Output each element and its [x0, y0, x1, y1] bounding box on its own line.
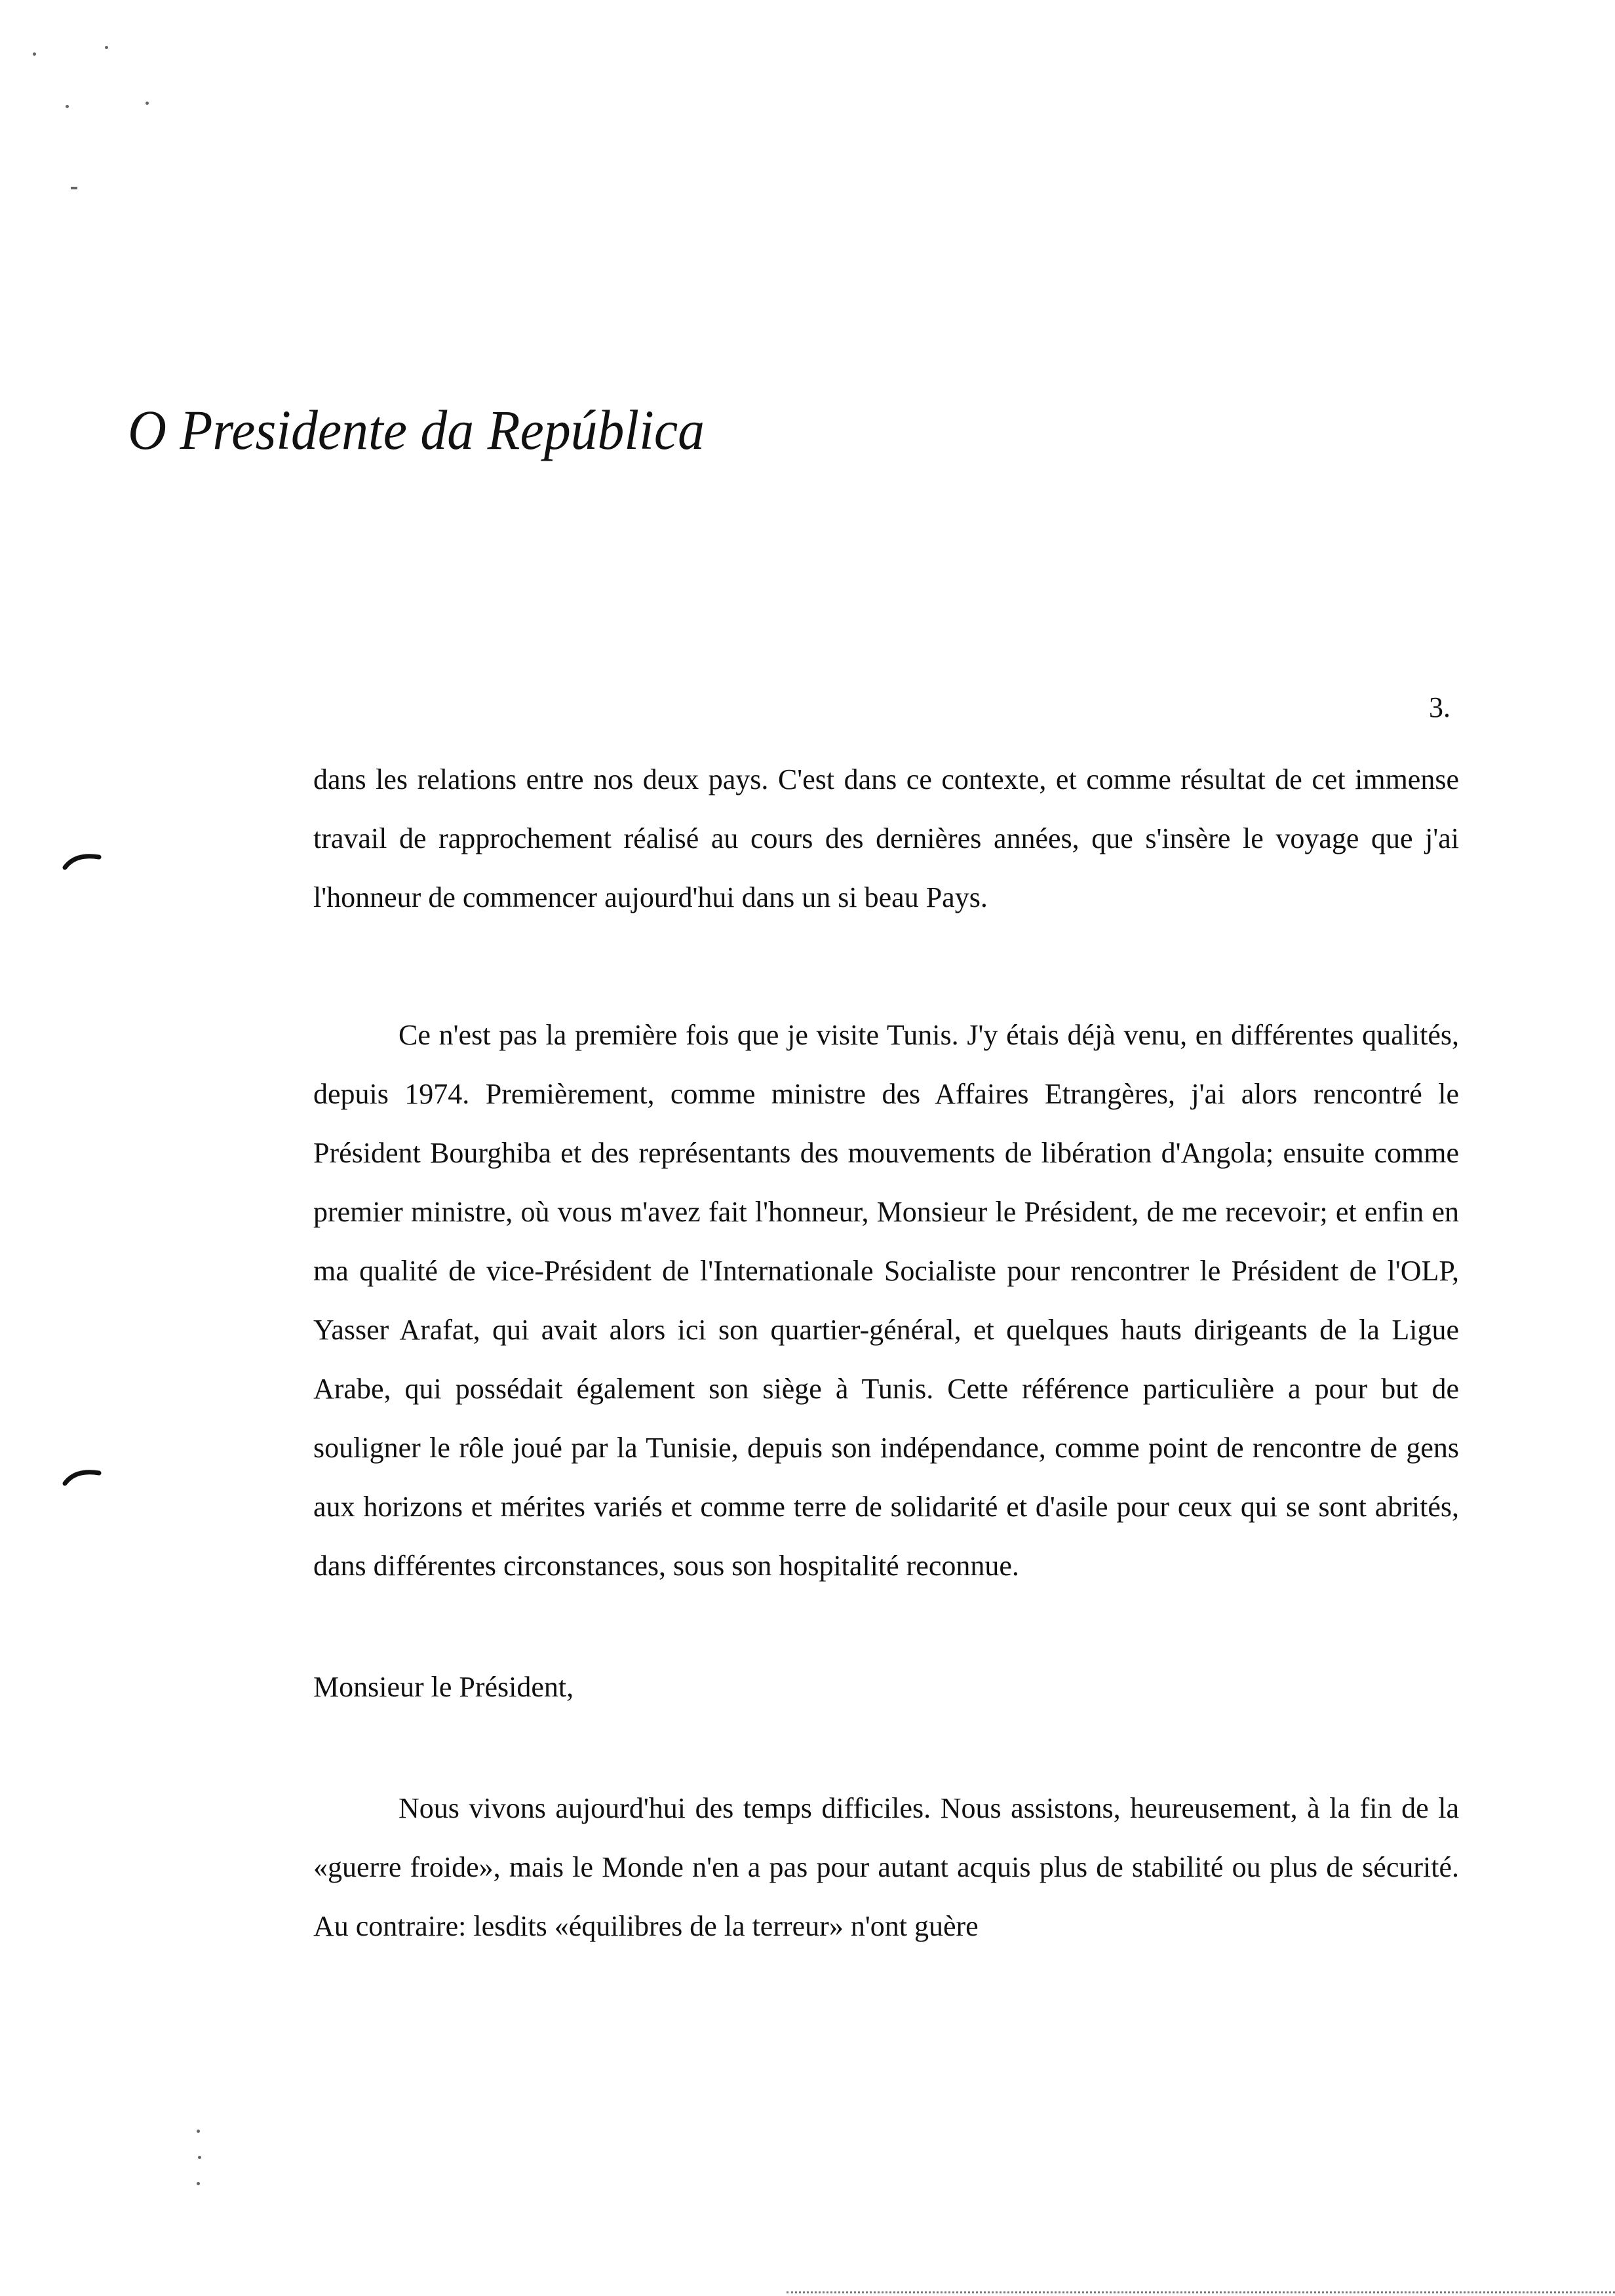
letterhead — [128, 387, 718, 472]
scan-speck — [197, 2182, 200, 2185]
letterhead-title: O Presidente da República — [128, 398, 705, 461]
paragraph-2: Ce n'est pas la première fois que je visite Tunis. J'y étais déjà venu, en différentes qualités, depuis 1974. Premièrement, comme ministre des Affaires Etrangères, j'ai alors rencontré le Président Bourghiba et des représentants des mouvements de libération d'Angola; ensuite comme premier ministre, où vous m'avez fait l'honneur, Monsieur le Président, de me recevoir; et enfin en ma qualité de vice-Président de l'Internationale Socialiste pour rencontrer le Président de l'OLP, Yasser Arafat, qui avait alors ici son quartier-général, et quelques hauts dirigeants de la Ligue Arabe, qui possédait également son siège à Tunis. Cette référence particulière a pour but de souligner le rôle joué par la Tunisie, depuis son indépendance, comme point de rencontre de gens aux horizons et mérites variés et comme terre de solidarité et d'asile pour ceux qui se sont abrités, dans différentes circonstances, sous son hospitalité reconnue. — [313, 1019, 1459, 1582]
scan-speck — [105, 46, 108, 49]
letter-body — [313, 750, 1459, 1956]
paragraph-1: dans les relations entre nos deux pays. C'est dans ce contexte, et comme résultat de cet immense travail de rapprochement réalisé au cours des dernières années, que s'insère le voyage que j'ai l'honneur de commencer aujourd'hui dans un si beau Pays. — [313, 763, 1459, 913]
paragraph-3: Nous vivons aujourd'hui des temps difficiles. Nous assistons, heureusement, à la fin de la «guerre froide», mais le Monde n'en a pas pour autant acquis plus de stabilité ou plus de sécurité. Au contraire: lesdits «équilibres de la terreur» n'ont guère — [313, 1792, 1459, 1942]
arc-mark-icon — [62, 851, 102, 870]
scan-speck — [198, 2156, 201, 2159]
page-number: 3. — [1429, 691, 1450, 723]
scan-speck — [71, 187, 77, 189]
scan-speck — [66, 105, 69, 108]
scan-speck — [146, 102, 149, 105]
scan-speck — [197, 2130, 200, 2133]
scan-speck — [33, 52, 36, 56]
salutation: Monsieur le Président, — [313, 1671, 574, 1703]
arc-mark-icon — [62, 1466, 102, 1486]
letterhead-script — [128, 387, 718, 472]
scan-edge-line — [787, 2291, 1615, 2293]
